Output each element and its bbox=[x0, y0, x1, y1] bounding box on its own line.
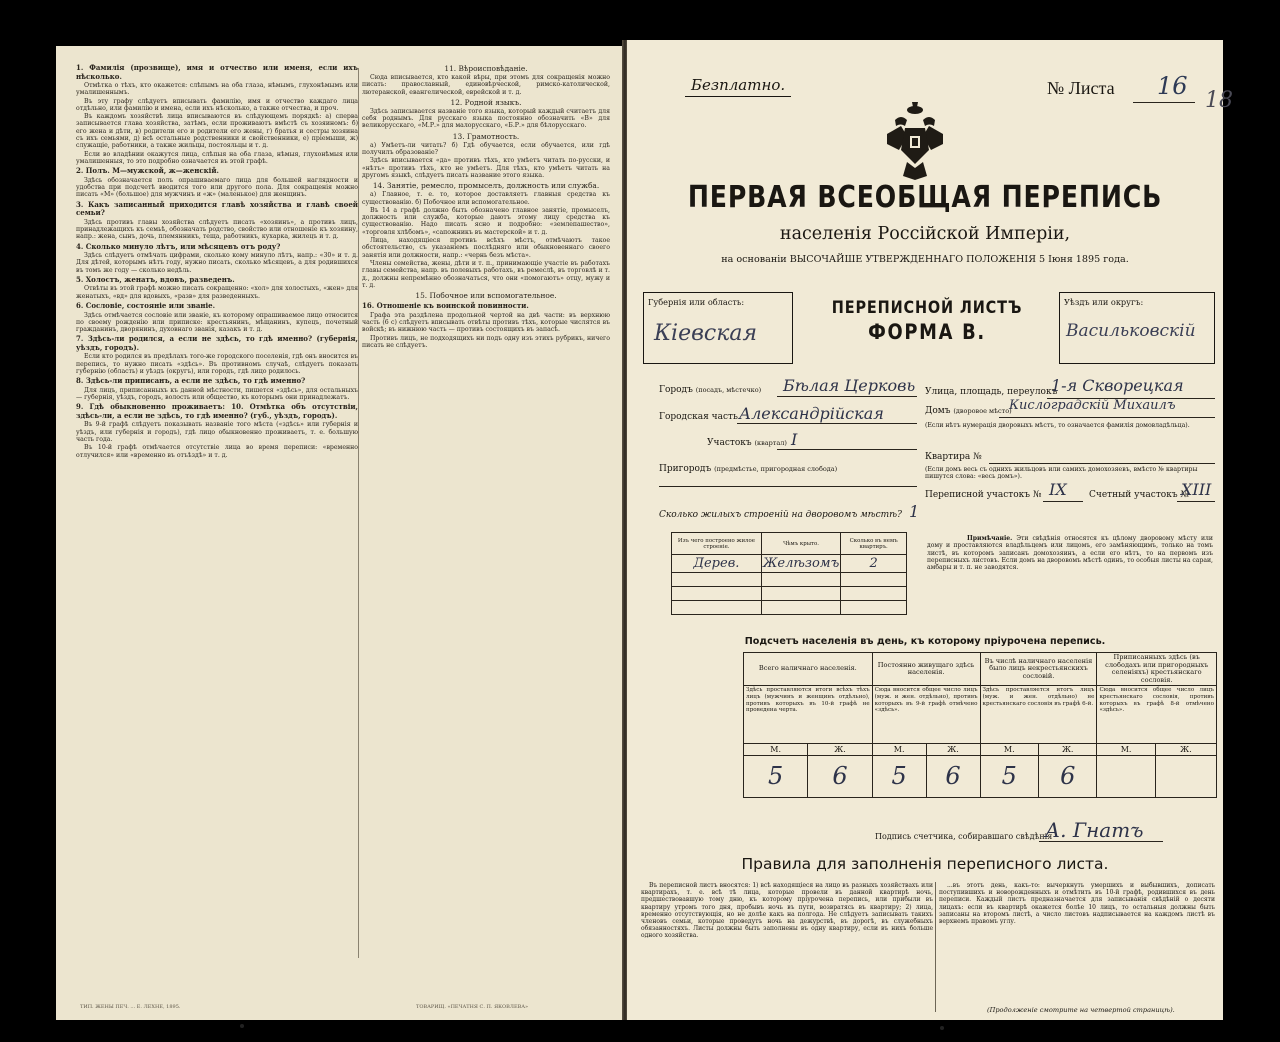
section-heading: 12. Родной языкъ. bbox=[450, 97, 522, 107]
pop-non-peasant-female: 6 bbox=[1038, 756, 1096, 798]
note-title: Примѣчаніе. bbox=[967, 535, 1013, 542]
pop-desc-present: Здѣсь проставляются итоги всѣхъ тѣхъ лицъ (мужчинъ и женщинъ отдѣльно), противъ которыхъ въ 10-й графѣ не проведена черта. bbox=[744, 686, 873, 744]
paragraph: Если кто родился въ предѣлахъ того-же городского поселенія, гдѣ онъ вносится въ перепись, то нужно писать «здѣсь». Въ противномъ случаѣ, слѣдуетъ показать губернію (область) и уѣздъ (округъ), или городъ, гдѣ лицо родилось. bbox=[76, 353, 358, 376]
paragraph: Въ 10-й графѣ отмѣчается отсутствіе лица во время переписи: «временно отлучился» или «временно въ отъѣздѣ» и т. д. bbox=[76, 444, 358, 459]
buildings-apartments-cell: 2 bbox=[841, 555, 907, 573]
paragraph: Здѣсь вписывается «да» противъ тѣхъ, кто умѣетъ читать по-русски, и «нѣтъ» противъ тѣхъ, кто не умѣетъ. Для тѣхъ, кто умѣетъ читать на другомъ языкѣ, слѣдуетъ писать название этого языка. bbox=[362, 157, 610, 179]
left-page bbox=[56, 46, 624, 1020]
section-heading: 3. Какъ записанный приходится главѣ хозяйства и главѣ своей семьи? bbox=[76, 199, 358, 218]
buildings-roof-cell: Желѣзомъ bbox=[762, 556, 840, 571]
double-headed-eagle-emblem bbox=[885, 100, 945, 182]
street-value: 1-я Скворецкая bbox=[1051, 376, 1184, 395]
sheet-number-label: № Листа bbox=[1047, 78, 1115, 98]
house-note: (Если нѣтъ нумерація дворовыхъ мѣстъ, то означается фамилія домовладѣльца). bbox=[925, 422, 1190, 429]
note-text: Эти свѣдѣнія относятся къ цѣлому дворовому мѣсту или дому и проставляются владѣльцемъ или лицомъ, его замѣняющимъ, только на томъ листѣ, въ которомъ записанъ домохозяинъ, а если его нѣтъ, то на первомъ изъ переписныхъ листовъ. Если домъ на дворовомъ мѣстѣ одинъ, то особыя листы на сараи, амбары и т. п. не заводятся. bbox=[927, 535, 1213, 572]
counter-area-line bbox=[1177, 501, 1215, 502]
paragraph: Въ 14 а графѣ должно быть обозначено главное занятіе, промыселъ, должность или служба, которые даютъ этому лицу средства къ существованію. Надо писать ясно и подробно: «землепашество», «торговля хлѣбомъ», «сапожникъ въ мастерской» и т. д. bbox=[362, 206, 610, 236]
pop-desc-peasant: Сюда вносится общее число лицъ крестьянскаго сословія, противъ которыхъ въ графѣ 8-й отмѣчено «здѣсь». bbox=[1097, 686, 1217, 744]
district-value: Васильковскій bbox=[1066, 321, 1196, 341]
buildings-note bbox=[927, 535, 1213, 571]
section-heading: 11. Вѣроисповѣданіе. bbox=[444, 64, 528, 73]
section-heading: 13. Грамотность. bbox=[452, 131, 520, 141]
counter-signature-label: Подпись счетчика, собиравшаго свѣдѣнія bbox=[875, 832, 1053, 841]
paragraph: Противъ лицъ, не подходящихъ ни подъ одну изъ этихъ рубрикъ, ничего писать не слѣдуетъ. bbox=[362, 334, 610, 349]
city-part-value: Александрійская bbox=[739, 404, 884, 423]
pop-desc-non-peasant: Здѣсь проставляется итогъ лицъ (муж. и жен. отдѣльно) не крестьянскаго сословія въ графѣ 6-й. bbox=[980, 686, 1097, 744]
pop-present-male: 5 bbox=[744, 756, 808, 798]
apartment-line bbox=[989, 463, 1215, 464]
town-line bbox=[777, 396, 917, 397]
paragraph: Если во владѣнии окажутся лица, слѣпыя на оба глаза, нѣмыя, глухонѣмыя или умалишенныя, то это подробно означается въ этой графѣ. bbox=[76, 150, 358, 165]
paragraph: Отвѣты въ этой графѣ можно писать сокращенно: «хол» для холостыхъ, «жен» для женатыхъ, «вд» для вдовыхъ, «разв» для разведенныхъ. bbox=[76, 285, 358, 300]
left-column-a bbox=[76, 62, 358, 992]
house-label: Домъ (дворовое мѣсто) bbox=[925, 406, 1012, 416]
right-page bbox=[627, 40, 1233, 1020]
paragraph: а) Главное, т. е. то, которое доставляетъ главныя средства къ существованію. б) Побочное или вспомогательное. bbox=[362, 191, 610, 206]
uchastok-line bbox=[777, 449, 917, 450]
printer-imprint-left: ТИП. ЖЕНЫ ПЕЧ. ... Е. ЛЕХНЕ, 1895. bbox=[80, 1004, 181, 1010]
buildings-count-value: 1 bbox=[909, 502, 920, 521]
column-divider bbox=[358, 68, 359, 958]
town-label: Городъ (посадъ, мѣстечко) bbox=[659, 385, 762, 395]
population-count-title: Подсчетъ населенія въ день, къ которому пріурочена перепись. bbox=[744, 636, 1106, 647]
paragraph: Въ 9-й графѣ слѣдуетъ показывать названіе того мѣста («здѣсь» или губернія и уѣздъ, или губернія и городъ), гдѣ лицо обыкновенно проживаетъ, т. е. большую часть года. bbox=[76, 421, 358, 443]
female-label: Ж. bbox=[1038, 744, 1096, 756]
paragraph: Сюда вписывается, кто какой вѣры, при этомъ для сокращенія можно писать: православный, единовѣрческой, римско-католической, лютеранской, евангелической, еврейской и т. д. bbox=[362, 74, 610, 96]
census-area-value: IX bbox=[1049, 480, 1067, 499]
form-title-block bbox=[799, 298, 1055, 344]
paragraph: Здѣсь отмѣчается сословіе или званіе, къ которому опрашиваемое лицо относится по своему рожденію или приписке: крестьянинъ, мѣщанинъ, купецъ, почетный гражданинъ, дворянинъ, духовнаго званія, казакъ и т. д. bbox=[76, 311, 358, 334]
male-label: М. bbox=[980, 744, 1038, 756]
census-area-line bbox=[1043, 501, 1083, 502]
left-column-b bbox=[362, 62, 610, 992]
paragraph: Здѣсь обозначается полъ опрашиваемаго лица для большей наглядности и удобства при подсчетѣ вводится того или другого пола. Для сокращенія можно писать «М» (большое) для мужчинъ и «ж» (маленькое) для женщинъ. bbox=[76, 176, 358, 199]
paragraph: Здѣсь записывается названіе того языка, который каждый считаетъ для себя роднымъ. Для русскаго языка постоянно обозначить «В» для великорусскаго, «М.Р.» для малорусскаго, «Б.Р.» для бѣлорусскаго. bbox=[362, 107, 610, 130]
pop-header-non-peasant: Въ числѣ наличнаго населенія было лицъ некрестьянскихъ сословій. bbox=[980, 653, 1097, 686]
buildings-header-material: Изъ чего построено жилое строеніе. bbox=[672, 533, 762, 555]
uchastok-value: I bbox=[791, 430, 798, 449]
male-label: М. bbox=[872, 744, 926, 756]
census-basis: на основаніи ВЫСОЧАЙШЕ УТВЕРЖДЕННАГО ПОЛОЖЕНІЯ 5 Іюня 1895 года. bbox=[721, 254, 1129, 265]
background-dot bbox=[240, 1024, 244, 1028]
paragraph: Члены семейства, жены, дѣти и т. п., принимающіе участіе въ работахъ главы семейства, напр. въ полевыхъ работахъ, въ ремеслѣ, въ торговлѣ и т. д., должны непремѣнно обозначаться, что они «помогаютъ» отцу, мужу и т. д. bbox=[362, 259, 610, 289]
sheet-number-value: 16 bbox=[1157, 72, 1188, 100]
street-label: Улица, площадь, переулокъ bbox=[925, 387, 1058, 397]
section-heading: 8. Здѣсь-ли приписанъ, а если не здѣсь, то гдѣ именно? bbox=[76, 376, 306, 386]
city-part-line bbox=[737, 423, 917, 424]
female-label: Ж. bbox=[808, 744, 872, 756]
rules-column-b: ...въ этотъ день, какъ-то: вычеркнуть умершихъ и выбывшихъ, дописать поступившихъ и новорожденныхъ и отмѣтить въ 10-й графѣ, родившихся въ день переписи. Каждый листъ предназначается для записыванія свѣдѣній о десяти лицахъ: если въ квартирѣ окажется болѣе 10 лицъ, то остальныя должны быть записаны на второмъ листѣ, а число листовъ надписывается на каждомъ листѣ въ верхнемъ правомъ углу. bbox=[939, 882, 1215, 926]
house-line bbox=[999, 417, 1215, 418]
pop-permanent-male: 5 bbox=[872, 756, 926, 798]
form-title: ПЕРЕПИСНОЙ ЛИСТЪ bbox=[831, 298, 1023, 318]
pop-desc-permanent: Сюда вносится общее число лицъ (муж. и жен. отдѣльно), противъ которыхъ въ 9-й графѣ отмѣчено «здѣсь». bbox=[872, 686, 980, 744]
counter-signature: А. Гнатъ bbox=[1045, 818, 1144, 842]
census-area-label: Переписной участокъ № bbox=[925, 490, 1042, 500]
pop-permanent-female: 6 bbox=[926, 756, 980, 798]
district-box bbox=[1059, 292, 1215, 364]
buildings-table bbox=[671, 532, 907, 615]
section-heading: 4. Сколько минуло лѣтъ, или мѣсяцевъ отъ роду? bbox=[76, 241, 281, 251]
province-value: Кіевская bbox=[654, 321, 758, 346]
section-heading: 14. Занятіе, ремесло, промыселъ, должность или служба. bbox=[372, 181, 600, 191]
background-dot bbox=[940, 1026, 944, 1030]
sheet-number-line bbox=[1133, 102, 1195, 103]
province-label: Губернія или область: bbox=[648, 297, 745, 307]
paragraph: а) Умѣетъ-ли читать? б) Гдѣ обучается, если обучается, или гдѣ получилъ образованіе? bbox=[362, 141, 610, 157]
buildings-header-apartments: Сколько въ немъ квартиръ. bbox=[841, 533, 907, 555]
city-part-label: Городская часть bbox=[659, 412, 738, 422]
section-heading: 9. Гдѣ обыкновенно проживаетъ: 10. Отмѣтка объ отсутствіи, здѣсь-ли, а если не здѣсь, то гдѣ именно? (губ., уѣздъ, городъ). bbox=[76, 402, 358, 420]
continuation-note: (Продолженіе смотрите на четвертой страницѣ). bbox=[987, 1006, 1175, 1014]
counter-area-value: XIII bbox=[1181, 480, 1212, 499]
signature-line bbox=[1039, 841, 1163, 842]
pop-peasant-female bbox=[1155, 756, 1216, 798]
paragraph: Въ каждомъ хозяйствѣ лица вписываются въ слѣдующемъ порядкѣ: а) сперва записывается глава хозяйства, затѣмъ, если проживаютъ вмѣстѣ съ хозяиномъ: б) его жена и дѣти, в) родители его и родители его жены, г) братья и сестры хозяина съ ихъ семьями, д) всѣ остальные родственники и свойственники, е) пріемыши, ж) служащіе, работники, а также жильцы, постояльцы и т. д. bbox=[76, 113, 358, 150]
pop-present-female: 6 bbox=[808, 756, 872, 798]
section-heading: 1. Фамилія (прозвище), имя и отчество или именя, если ихъ нѣсколько. bbox=[76, 63, 358, 81]
pop-header-permanent: Постоянно живущаго здѣсь населенія. bbox=[872, 653, 980, 686]
section-heading: 6. Сословіе, состояніе или званіе. bbox=[76, 301, 216, 311]
suburb-label: Пригородъ (предмѣстье, пригородная слобода) bbox=[659, 464, 838, 474]
section-heading: 2. Полъ. М—мужской, ж—женскій. bbox=[76, 166, 219, 176]
paragraph: Въ эту графу слѣдуетъ вписывать фамилію, имя и отчество каждаго лица отдѣльно, или фамилію и имена, если ихъ нѣсколько, а также отчества, и проч. bbox=[76, 97, 358, 112]
town-value: Бѣлая Церковь bbox=[783, 376, 916, 395]
rules-column-a: Въ переписной листъ вносятся: 1) всѣ находящіеся на лицо въ разныхъ хозяйствахъ или квартирахъ, т. е. всѣ тѣ лица, которые провели въ данной квартирѣ ночь, предшествовавшую тому дню, къ которому пріурочена перепись, или прибыли въ квартиру утромъ того дня, пробывъ ночь въ пути, возвратясь въ квартиру; 2) лица, временно отсутствующія, но не долѣе какъ на полгода. Не слѣдуетъ записывать такихъ членовъ семьи, которые проведутъ ночь на дежурствѣ, въ дорогѣ, въ служебныхъ обязанностяхъ. Листы должны быть заполнены въ одну квартиру, если въ нихъ больше одного хозяйства. bbox=[641, 882, 933, 940]
house-value: Кислоградскій Михаилъ bbox=[1009, 398, 1176, 413]
buildings-header-roof: Чѣмъ крыто. bbox=[761, 533, 840, 555]
section-heading: 7. Здѣсь-ли родился, а если не здѣсь, то гдѣ именно? (губернія, уѣздъ, городъ). bbox=[76, 334, 358, 352]
section-heading: 16. Отношеніе къ воинской повинности. bbox=[362, 301, 529, 311]
female-label: Ж. bbox=[926, 744, 980, 756]
rules-divider bbox=[935, 882, 936, 1012]
section-heading: 15. Побочное или вспомогательное. bbox=[415, 291, 557, 301]
paragraph: Лица, находящіеся противъ всѣхъ мѣстъ, отмѣчаютъ такое обстоятельство, съ указаніемъ послѣдняго или обыкновеннаго своего занятія или должности, напр.: «чернь безъ мѣста». bbox=[362, 237, 610, 259]
district-label: Уѣздъ или округъ: bbox=[1064, 297, 1144, 307]
paragraph: Для лицъ, приписанныхъ къ данной мѣстности, пишется «здѣсь», для остальныхъ — губернія, уѣздъ, городъ, волость или общество, къ которымъ они принадлежатъ. bbox=[76, 386, 358, 402]
census-subtitle: населенія Россійской Имперіи, bbox=[779, 224, 1071, 244]
form-type: ФОРМА В. bbox=[868, 320, 986, 344]
census-title: ПЕРВАЯ ВСЕОБЩАЯ ПЕРЕПИСЬ bbox=[687, 180, 1163, 215]
free-of-charge-label: Безплатно. bbox=[685, 76, 791, 97]
population-table bbox=[743, 652, 1217, 798]
paragraph: Отмѣтка о тѣхъ, кто окажется: слѣпымъ на оба глаза, нѣмымъ, глухонѣмымъ или умалишеннымъ. bbox=[76, 82, 358, 97]
paragraph: Здѣсь слѣдуетъ отмѣчать цифрами, сколько кому минуло лѣтъ, напр.: «30» и т. д. Для дѣтей, которымъ нѣтъ году, нужно писать, сколько мѣсяцевъ, а для родившихся въ томъ же году — сколько недѣль. bbox=[76, 252, 358, 274]
rules-title: Правила для заполненія переписного листа. bbox=[741, 855, 1109, 873]
section-heading: 5. Холостъ, женатъ, вдовъ, разведенъ. bbox=[76, 274, 235, 284]
buildings-material-cell: Дерев. bbox=[672, 555, 762, 573]
margin-page-number: 18 bbox=[1205, 88, 1233, 113]
pop-header-peasant: Приписанныхъ здѣсь (въ слободахъ или пригородныхъ селеніяхъ) крестьянскаго сословія. bbox=[1097, 653, 1217, 686]
printer-imprint-right: ТОВАРИЩ. «ПЕЧАТНЯ С. П. ЯКОВЛЕВА» bbox=[416, 1004, 529, 1010]
apartment-label: Квартира № bbox=[925, 452, 982, 462]
counter-area-label: Счетный участокъ № bbox=[1089, 490, 1189, 500]
female-label: Ж. bbox=[1155, 744, 1216, 756]
uchastok-label: Участокъ (квартал) bbox=[707, 438, 787, 448]
paragraph: Здѣсь противъ главы хозяйства слѣдуетъ писать «хозяинъ», а противъ лицъ, принадлежащихъ къ семьѣ, обозначать родство, свойство или отношеніе къ хозяину, напр.: жена, сынъ, дочь, племянникъ, теща, работникъ, кухарка, жилецъ и т. д. bbox=[76, 218, 358, 241]
pop-header-present: Всего наличнаго населенія. bbox=[744, 653, 873, 686]
paragraph: Графа эта раздѣлена продольной чертой на двѣ части: въ верхнюю часть (6 с) слѣдуетъ вписывать отвѣты противъ тѣхъ, которые числятся въ войскѣ; въ нижнюю часть — противъ состоящихъ въ запасѣ. bbox=[362, 311, 610, 334]
male-label: М. bbox=[1097, 744, 1155, 756]
male-label: М. bbox=[744, 744, 808, 756]
pop-peasant-male bbox=[1097, 756, 1155, 798]
suburb-line bbox=[659, 486, 917, 487]
apartment-note: (Если домъ весь съ однихъ жильцовъ или самихъ домохозяевъ, вмѣсто № квартиры пишутся слова: «весь домъ»). bbox=[925, 466, 1198, 480]
pop-non-peasant-male: 5 bbox=[980, 756, 1038, 798]
province-box bbox=[643, 292, 793, 364]
buildings-count-label: Сколько жилыхъ строеній на дворовомъ мѣстѣ? bbox=[659, 510, 902, 520]
